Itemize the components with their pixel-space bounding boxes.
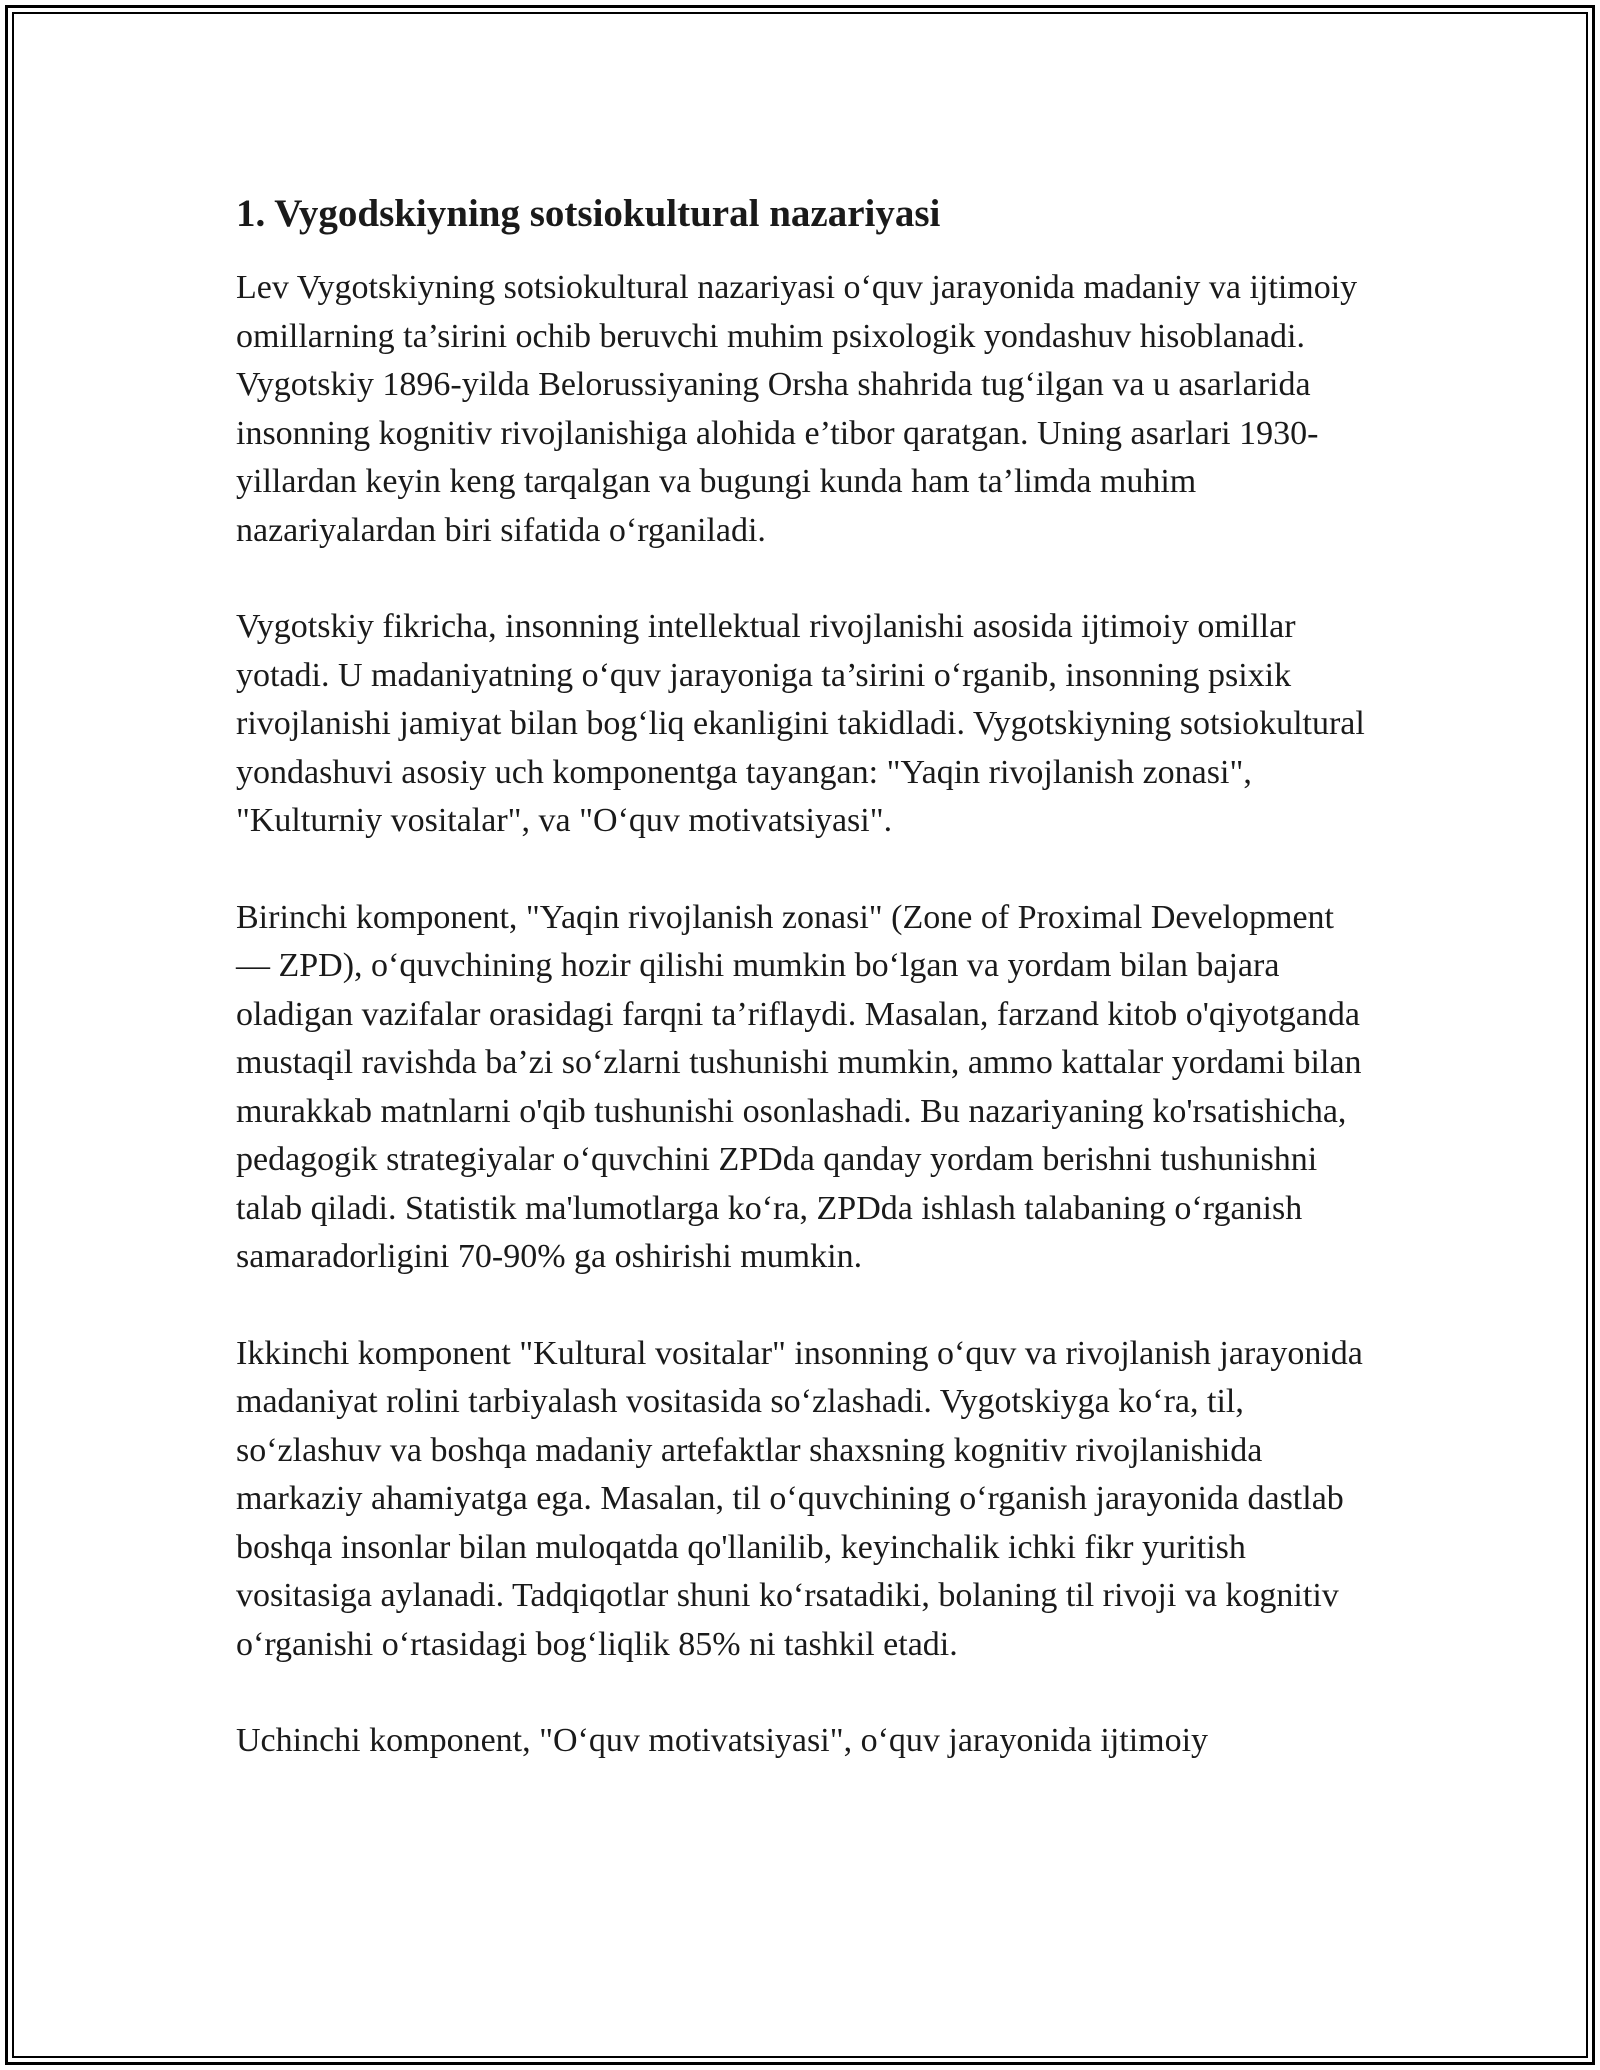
- paragraph-3: Birinchi komponent, "Yaqin rivojlanish zonasi" (Zone of Proximal Development — ZPD), o‘quvchining hozir qilishi mumkin bo‘lgan va yordam bilan bajara oladigan vazifalar orasidagi farqni ta’riflaydi. Masalan, farzand kitob o'qiyotganda mustaqil ravishda ba’zi so‘zlarni tushunishi mumkin, ammo kattalar yordami bilan murakkab matnlarni o'qib tushunishi osonlashadi. Bu nazariyaning ko'rsatishicha, pedagogik strategiyalar o‘quvchini ZPDda qanday yordam berishni tushunishni talab qiladi. Statistik ma'lumotlarga ko‘ra, ZPDda ishlash talabaning o‘rganish samaradorligini 70-90% ga oshirishi mumkin.: [236, 898, 1362, 1275]
- section-title: 1. Vygodskiyning sotsiokultural nazariyasi: [236, 192, 941, 235]
- paragraph-4: Ikkinchi komponent "Kultural vositalar" insonning o‘quv va rivojlanish jarayonida madaniyat rolini tarbiyalash vositasida so‘zlashadi. Vygotskiyga ko‘ra, til, so‘zlashuv va boshqa madaniy artefaktlar shaxsning kognitiv rivojlanishida markaziy ahamiyatga ega. Masalan, til o‘quvchining o‘rganish jarayonida dastlab boshqa insonlar bilan muloqatda qo'llanilib, keyinchalik ichki fikr yuritish vositasiga aylanadi. Tadqiqotlar shuni ko‘rsatadiki, bolaning til rivoji va kognitiv o‘rganishi o‘rtasidagi bog‘liqlik 85% ni tashkil etadi.: [236, 1334, 1363, 1663]
- paragraph-1: Lev Vygotskiyning sotsiokultural nazariyasi o‘quv jarayonida madaniy va ijtimoiy omillarning ta’sirini ochib beruvchi muhim psixologik yondashuv hisoblanadi. Vygotskiy 1896-yilda Belorussiyaning Orsha shahrida tug‘ilgan va u asarlarida insonning kognitiv rivojlanishiga alohida e’tibor qaratgan. Uning asarlari 1930-yillardan keyin keng tarqalgan va bugungi kunda ham ta’limda muhim nazariyalardan biri sifatida o‘rganiladi.: [236, 269, 1358, 549]
- paragraph-2: Vygotskiy fikricha, insonning intellektual rivojlanishi asosida ijtimoiy omillar yotadi. U madaniyatning o‘quv jarayoniga ta’sirini o‘rganib, insonning psixik rivojlanishi jamiyat bilan bog‘liq ekanligini takidladi. Vygotskiyning sotsiokultural yondashuvi asosiy uch komponentga tayangan: "Yaqin rivojlanish zonasi", "Kulturniy vositalar", va "O‘quv motivatsiyasi".: [236, 608, 1365, 839]
- paragraph-5: Uchinchi komponent, "O‘quv motivatsiyasi", o‘quv jarayonida ijtimoiy: [236, 1722, 1209, 1759]
- document-body: [236, 186, 1366, 1814]
